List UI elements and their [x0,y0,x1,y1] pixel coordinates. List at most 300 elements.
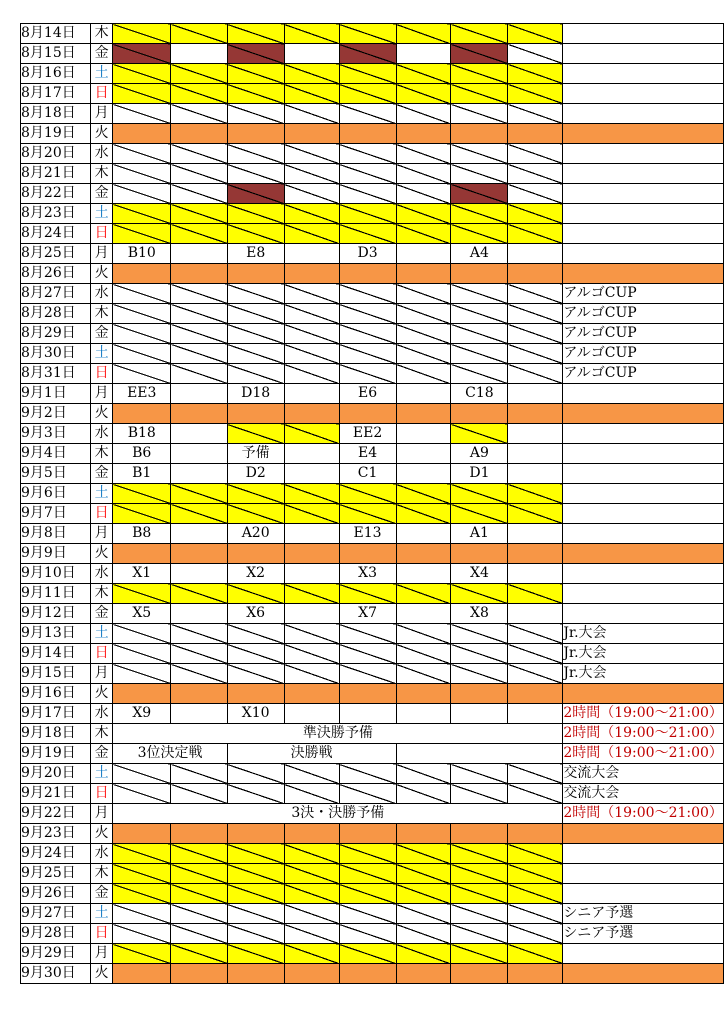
slot-cell [113,404,171,424]
weekday-cell: 月 [90,244,112,264]
slot-cell [113,344,171,364]
slot-cell [451,904,508,924]
note-cell [563,444,724,464]
slot-cell [284,944,339,964]
slot-cell [284,564,339,584]
date-cell: 8月31日 [21,364,91,384]
date-cell: 9月23日 [21,824,91,844]
slot-cell [396,704,451,724]
weekday-cell: 水 [90,844,112,864]
merged-slot-cell: 準決勝予備 [113,724,563,744]
slot-cell [113,544,171,564]
note-cell [563,524,724,544]
slot-cell [508,864,563,884]
weekday-cell: 水 [90,144,112,164]
slot-cell [396,344,451,364]
slot-cell [339,644,396,664]
note-cell: Jr.大会 [563,664,724,684]
note-cell: 2時間（19:00～21:00） [563,704,724,724]
slot-cell [171,844,228,864]
slot-cell [396,884,451,904]
slot-cell [113,504,171,524]
slot-cell [113,184,171,204]
note-cell [563,44,724,64]
schedule-row [21,404,724,424]
date-cell: 9月24日 [21,844,91,864]
slot-cell [227,944,284,964]
slot-cell [113,864,171,884]
note-cell [563,384,724,404]
note-cell [563,944,724,964]
slot-cell [451,504,508,524]
date-cell: 9月18日 [21,724,91,744]
slot-cell [227,204,284,224]
slot-cell [451,944,508,964]
note-cell [563,104,724,124]
slot-cell [113,284,171,304]
slot-cell [339,884,396,904]
slot-cell [284,404,339,424]
slot-cell [113,924,171,944]
slot-cell [396,644,451,664]
slot-cell [339,764,396,784]
slot-cell [396,244,451,264]
slot-cell [227,84,284,104]
note-cell [563,264,724,284]
weekday-cell: 火 [90,264,112,284]
slot-cell [284,544,339,564]
slot-cell [508,424,563,444]
slot-cell [451,44,508,64]
slot-cell [508,224,563,244]
slot-cell: X3 [339,564,396,584]
slot-cell [171,244,228,264]
slot-cell [227,324,284,344]
date-cell: 9月10日 [21,564,91,584]
slot-cell [227,684,284,704]
slot-cell [171,344,228,364]
slot-cell [113,144,171,164]
schedule-row [21,724,724,744]
slot-cell [396,184,451,204]
slot-cell [508,344,563,364]
weekday-cell: 月 [90,664,112,684]
slot-cell [451,624,508,644]
schedule-row [21,184,724,204]
slot-cell [284,664,339,684]
slot-cell [339,824,396,844]
slot-cell [339,284,396,304]
slot-cell [451,124,508,144]
weekday-cell: 土 [90,764,112,784]
slot-cell [339,864,396,884]
schedule-row [21,844,724,864]
slot-cell [451,864,508,884]
slot-cell: X9 [113,704,171,724]
note-cell [563,964,724,984]
slot-cell [113,904,171,924]
slot-cell [284,364,339,384]
slot-cell [451,224,508,244]
slot-cell [451,484,508,504]
slot-cell: C18 [451,384,508,404]
note-cell [563,24,724,44]
slot-cell [451,264,508,284]
date-cell: 8月14日 [21,24,91,44]
note-cell: Jr.大会 [563,624,724,644]
slot-cell [113,584,171,604]
slot-cell [396,84,451,104]
schedule-row [21,144,724,164]
date-cell: 8月15日 [21,44,91,64]
slot-cell [339,84,396,104]
note-cell: 2時間（19:00～21:00） [563,724,724,744]
slot-cell [227,664,284,684]
slot-cell [227,264,284,284]
weekday-cell: 金 [90,744,112,764]
slot-cell [284,524,339,544]
schedule-row [21,664,724,684]
slot-cell: B6 [113,444,171,464]
date-cell: 9月15日 [21,664,91,684]
schedule-row [21,424,724,444]
slot-cell: E13 [339,524,396,544]
slot-cell [508,104,563,124]
slot-cell [227,584,284,604]
slot-cell [113,64,171,84]
slot-cell [508,564,563,584]
note-cell [563,464,724,484]
date-cell: 8月20日 [21,144,91,164]
slot-cell [171,24,228,44]
slot-cell [396,784,451,804]
schedule-row [21,904,724,924]
weekday-cell: 木 [90,304,112,324]
slot-cell [227,624,284,644]
slot-cell [171,584,228,604]
note-cell [563,404,724,424]
slot-cell [451,304,508,324]
schedule-row [21,684,724,704]
slot-cell [508,44,563,64]
date-cell: 8月21日 [21,164,91,184]
slot-cell: X1 [113,564,171,584]
slot-cell [451,104,508,124]
slot-cell [227,184,284,204]
slot-cell [113,664,171,684]
slot-cell [451,584,508,604]
weekday-cell: 木 [90,724,112,744]
slot-cell [508,624,563,644]
slot-cell [339,44,396,64]
slot-cell [508,364,563,384]
slot-cell [508,144,563,164]
slot-cell [396,484,451,504]
date-cell: 8月19日 [21,124,91,144]
slot-cell [508,944,563,964]
date-cell: 9月3日 [21,424,91,444]
slot-cell [396,584,451,604]
slot-cell [508,284,563,304]
slot-cell [113,644,171,664]
slot-cell [171,624,228,644]
slot-cell [171,204,228,224]
slot-cell [171,144,228,164]
slot-cell [227,504,284,524]
slot-cell [508,304,563,324]
schedule-row [21,244,724,264]
slot-cell [171,944,228,964]
weekday-cell: 土 [90,204,112,224]
schedule-row [21,364,724,384]
schedule-row [21,804,724,824]
weekday-cell: 日 [90,924,112,944]
slot-cell [284,344,339,364]
schedule-row [21,304,724,324]
slot-cell [508,64,563,84]
slot-cell [113,824,171,844]
note-cell [563,144,724,164]
weekday-cell: 日 [90,224,112,244]
slot-cell [339,504,396,524]
slot-cell: A4 [451,244,508,264]
slot-cell [227,144,284,164]
schedule-row [21,884,724,904]
date-cell: 8月26日 [21,264,91,284]
slot-cell [227,164,284,184]
slot-cell [284,464,339,484]
slot-cell: X10 [227,704,284,724]
slot-cell [451,24,508,44]
slot-cell [339,184,396,204]
schedule-row [21,344,724,364]
slot-cell [396,424,451,444]
slot-cell: X2 [227,564,284,584]
slot-cell [508,824,563,844]
slot-cell [284,324,339,344]
slot-cell [396,164,451,184]
slot-cell [171,124,228,144]
note-cell: アルゴCUP [563,304,724,324]
slot-cell [113,24,171,44]
slot-cell [508,544,563,564]
merged-slot-cell: 決勝戦 [227,744,396,764]
weekday-cell: 木 [90,164,112,184]
weekday-cell: 金 [90,184,112,204]
slot-cell: D1 [451,464,508,484]
note-cell [563,184,724,204]
slot-cell [171,464,228,484]
slot-cell [284,104,339,124]
slot-cell [227,404,284,424]
date-cell: 9月28日 [21,924,91,944]
slot-cell [508,844,563,864]
merged-slot-cell: 3決・決勝予備 [113,804,563,824]
slot-cell [508,184,563,204]
slot-cell [227,344,284,364]
slot-cell [113,44,171,64]
weekday-cell: 土 [90,344,112,364]
weekday-cell: 金 [90,604,112,624]
weekday-cell: 木 [90,864,112,884]
slot-cell [113,324,171,344]
slot-cell [396,544,451,564]
note-cell: 交流大会 [563,784,724,804]
slot-cell [396,224,451,244]
slot-cell [171,324,228,344]
slot-cell [451,544,508,564]
slot-cell [339,124,396,144]
schedule-row [21,64,724,84]
weekday-cell: 金 [90,464,112,484]
slot-cell [284,84,339,104]
note-cell [563,504,724,524]
note-cell [563,584,724,604]
slot-cell [171,164,228,184]
slot-cell [171,224,228,244]
slot-cell [227,824,284,844]
slot-cell [451,144,508,164]
schedule-row [21,864,724,884]
slot-cell [227,44,284,64]
slot-cell [171,84,228,104]
slot-cell [227,224,284,244]
slot-cell [396,764,451,784]
slot-cell [396,564,451,584]
weekday-cell: 日 [90,84,112,104]
slot-cell [339,404,396,424]
note-cell [563,544,724,564]
date-cell: 9月16日 [21,684,91,704]
slot-cell [113,884,171,904]
slot-cell [396,204,451,224]
slot-cell: A9 [451,444,508,464]
slot-cell [451,164,508,184]
note-cell: Jr.大会 [563,644,724,664]
slot-cell [284,924,339,944]
slot-cell [508,504,563,524]
slot-cell: B10 [113,244,171,264]
slot-cell [396,624,451,644]
slot-cell: X7 [339,604,396,624]
slot-cell [113,304,171,324]
schedule-row [21,224,724,244]
slot-cell [508,924,563,944]
slot-cell [508,324,563,344]
weekday-cell: 土 [90,64,112,84]
slot-cell [284,284,339,304]
schedule-row [21,784,724,804]
slot-cell: C1 [339,464,396,484]
slot-cell [227,104,284,124]
slot-cell [451,824,508,844]
slot-cell [171,504,228,524]
slot-cell [227,24,284,44]
slot-cell [396,464,451,484]
note-cell: アルゴCUP [563,284,724,304]
schedule-row [21,584,724,604]
slot-cell: B1 [113,464,171,484]
slot-cell [339,584,396,604]
schedule-row [21,644,724,664]
slot-cell [396,924,451,944]
slot-cell [508,464,563,484]
weekday-cell: 火 [90,964,112,984]
slot-cell [171,884,228,904]
slot-cell [171,924,228,944]
slot-cell [171,384,228,404]
slot-cell [339,924,396,944]
slot-cell [339,844,396,864]
slot-cell [339,144,396,164]
date-cell: 8月30日 [21,344,91,364]
slot-cell [508,384,563,404]
slot-cell [451,64,508,84]
slot-cell [171,824,228,844]
slot-cell [396,144,451,164]
slot-cell [508,24,563,44]
weekday-cell: 木 [90,24,112,44]
slot-cell [396,964,451,984]
slot-cell: A20 [227,524,284,544]
slot-cell [508,484,563,504]
date-cell: 8月23日 [21,204,91,224]
slot-cell [508,644,563,664]
slot-cell: E6 [339,384,396,404]
schedule-row [21,444,724,464]
date-cell: 9月2日 [21,404,91,424]
slot-cell [113,164,171,184]
slot-cell [284,864,339,884]
slot-cell [508,404,563,424]
slot-cell: EE2 [339,424,396,444]
schedule-row [21,704,724,724]
weekday-cell: 火 [90,824,112,844]
slot-cell [396,364,451,384]
slot-cell [339,164,396,184]
slot-cell [339,624,396,644]
schedule-row [21,604,724,624]
slot-cell [227,64,284,84]
schedule-row [21,964,724,984]
slot-cell [508,204,563,224]
slot-cell [396,684,451,704]
weekday-cell: 日 [90,784,112,804]
slot-cell [451,684,508,704]
slot-cell [339,344,396,364]
slot-cell [451,784,508,804]
slot-cell [396,444,451,464]
slot-cell: D2 [227,464,284,484]
date-cell: 8月16日 [21,64,91,84]
slot-cell [171,524,228,544]
schedule-row [21,384,724,404]
slot-cell [284,64,339,84]
note-cell: シニア予選 [563,924,724,944]
schedule-row [21,124,724,144]
slot-cell [451,204,508,224]
slot-cell: 予備 [227,444,284,464]
slot-cell [284,684,339,704]
slot-cell: B8 [113,524,171,544]
note-cell: アルゴCUP [563,324,724,344]
slot-cell [171,44,228,64]
slot-cell [171,664,228,684]
schedule-row [21,504,724,524]
note-cell [563,244,724,264]
slot-cell [113,844,171,864]
slot-cell [284,784,339,804]
